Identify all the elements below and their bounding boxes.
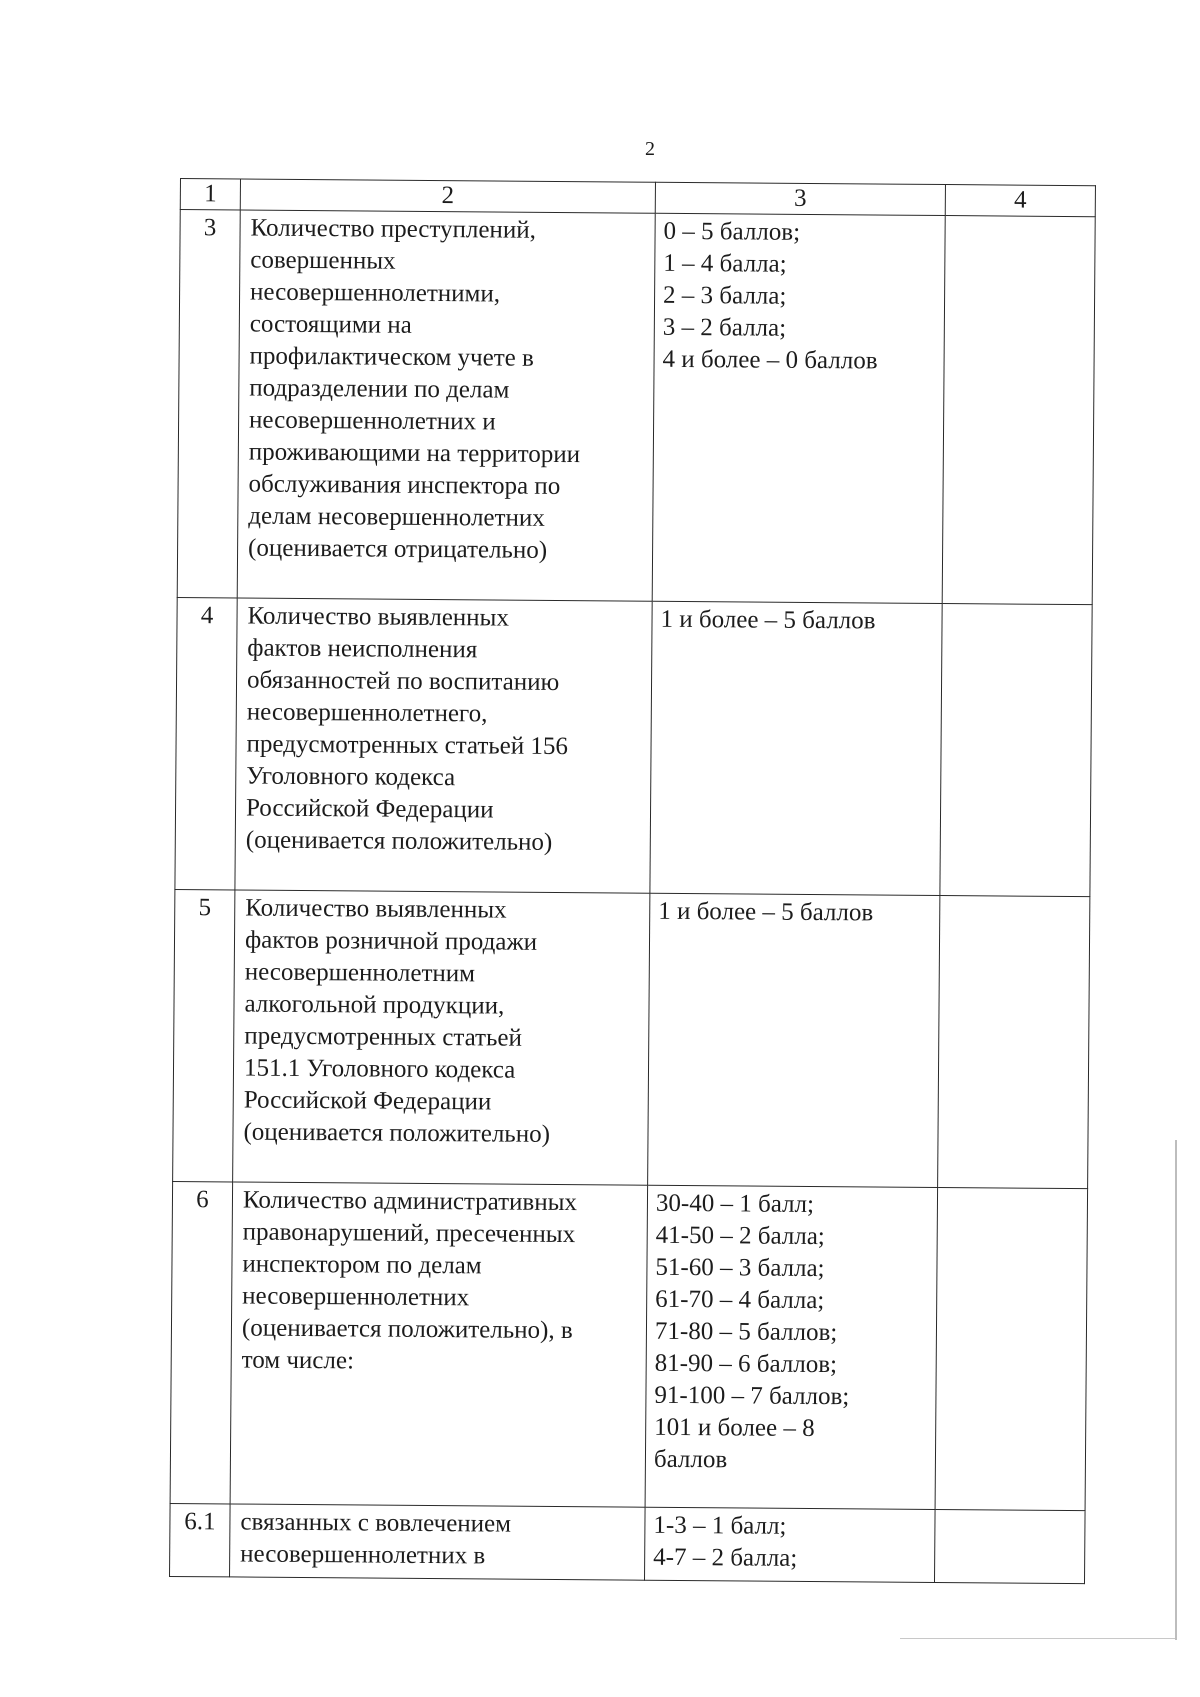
description-line: алкогольной продукции, — [244, 990, 505, 1020]
criterion-description — [237, 210, 655, 601]
row-number: 6 — [170, 1181, 233, 1503]
description-line: инспектором по делам — [242, 1250, 482, 1280]
description-line: несовершеннолетних в — [240, 1540, 486, 1570]
criterion-description — [230, 1182, 648, 1507]
header-cell-2: 2 — [240, 179, 655, 213]
header-cell-3: 3 — [655, 182, 945, 215]
column-4-cell — [940, 603, 1092, 896]
description-line: состоящими на — [249, 310, 412, 339]
description-line: Количество административных — [242, 1186, 578, 1217]
points-line: 101 и более – 8 — [654, 1413, 815, 1443]
points-line: 81-90 – 6 баллов; — [654, 1349, 838, 1379]
description-line: несовершеннолетних и — [248, 406, 496, 436]
description-line: Количество выявленных — [247, 602, 510, 632]
description-line: подразделении по делам — [249, 374, 510, 404]
table-row — [175, 597, 1092, 896]
description-line: (оценивается положительно) — [245, 826, 553, 856]
column-4-cell — [938, 895, 1090, 1188]
table-row — [170, 1181, 1088, 1510]
scan-bottom-line — [900, 1638, 1175, 1639]
points-line: 1 и более – 5 баллов — [660, 605, 876, 635]
description-line: фактов розничной продажи — [244, 926, 538, 956]
description-line: предусмотренных статьей — [244, 1022, 523, 1052]
table-row — [177, 210, 1095, 605]
points-scale — [645, 1185, 938, 1509]
points-line: 51-60 – 3 балла; — [655, 1253, 825, 1283]
description-line: профилактическом учете в — [249, 342, 534, 372]
points-scale — [652, 213, 945, 603]
header-cell-1: 1 — [180, 179, 240, 210]
column-4-cell — [934, 1509, 1085, 1583]
description-line: Уголовного кодекса — [246, 762, 456, 792]
description-line: фактов неисполнения — [247, 634, 478, 664]
description-line: правонарушений, пресеченных — [242, 1218, 576, 1249]
row-number: 3 — [177, 210, 240, 598]
description-line: Российской Федерации — [245, 794, 494, 824]
description-line: том числе: — [241, 1346, 355, 1375]
points-line: 41-50 – 2 балла; — [655, 1221, 825, 1251]
description-line: Российской Федерации — [243, 1086, 492, 1116]
column-4-cell — [942, 216, 1095, 605]
points-line: 4-7 – 2 балла; — [653, 1543, 798, 1572]
description-line: несовершеннолетними, — [250, 278, 501, 308]
points-scale — [648, 893, 940, 1187]
description-line: обслуживания инспектора по — [248, 470, 561, 500]
points-line: 2 – 3 балла; — [662, 281, 787, 310]
description-line: 151.1 Уголовного кодекса — [243, 1054, 516, 1084]
row-number: 4 — [175, 597, 237, 889]
criterion-description — [230, 1504, 646, 1580]
points-line: 0 – 5 баллов; — [663, 217, 801, 246]
points-scale — [650, 601, 942, 895]
description-line: связанных с вовлечением — [240, 1508, 512, 1538]
criterion-description — [233, 890, 650, 1185]
points-line: 71-80 – 5 баллов; — [654, 1317, 838, 1347]
description-line: делам несовершеннолетних — [248, 502, 545, 532]
points-line: 1 и более – 5 баллов — [658, 897, 874, 927]
points-line: баллов — [653, 1445, 728, 1474]
points-line: 1 – 4 балла; — [663, 249, 787, 278]
description-line: (оценивается положительно) — [243, 1118, 551, 1148]
description-line: совершенных — [250, 246, 396, 275]
criteria-table — [169, 178, 1096, 1584]
row-number: 6.1 — [170, 1503, 231, 1576]
points-line: 30-40 – 1 балл; — [655, 1189, 815, 1219]
points-line: 3 – 2 балла; — [662, 313, 787, 342]
header-cell-4: 4 — [945, 185, 1095, 217]
criterion-description — [235, 598, 652, 893]
column-4-cell — [935, 1187, 1088, 1510]
table-row — [170, 1503, 1086, 1583]
scan-edge-line — [1175, 1140, 1177, 1640]
points-line: 1-3 – 1 балл; — [653, 1511, 787, 1540]
description-line: несовершеннолетнего, — [246, 698, 488, 728]
description-line: несовершеннолетним — [244, 958, 476, 988]
points-line: 4 и более – 0 баллов — [662, 345, 878, 375]
description-line: предусмотренных статьей 156 — [246, 730, 569, 761]
table-row — [173, 889, 1090, 1188]
points-scale — [645, 1507, 936, 1582]
description-line: (оценивается отрицательно) — [247, 534, 548, 564]
description-line: проживающими на территории — [248, 438, 581, 469]
row-number: 5 — [173, 889, 235, 1181]
page-number: 2 — [645, 138, 655, 160]
description-line: несовершеннолетних — [242, 1282, 470, 1312]
description-line: Количество преступлений, — [250, 214, 536, 244]
points-line: 91-100 – 7 баллов; — [654, 1381, 850, 1411]
description-line: (оценивается положительно), в — [241, 1314, 573, 1345]
description-line: обязанностей по воспитанию — [246, 666, 560, 696]
points-line: 61-70 – 4 балла; — [655, 1285, 825, 1315]
description-line: Количество выявленных — [245, 894, 507, 924]
